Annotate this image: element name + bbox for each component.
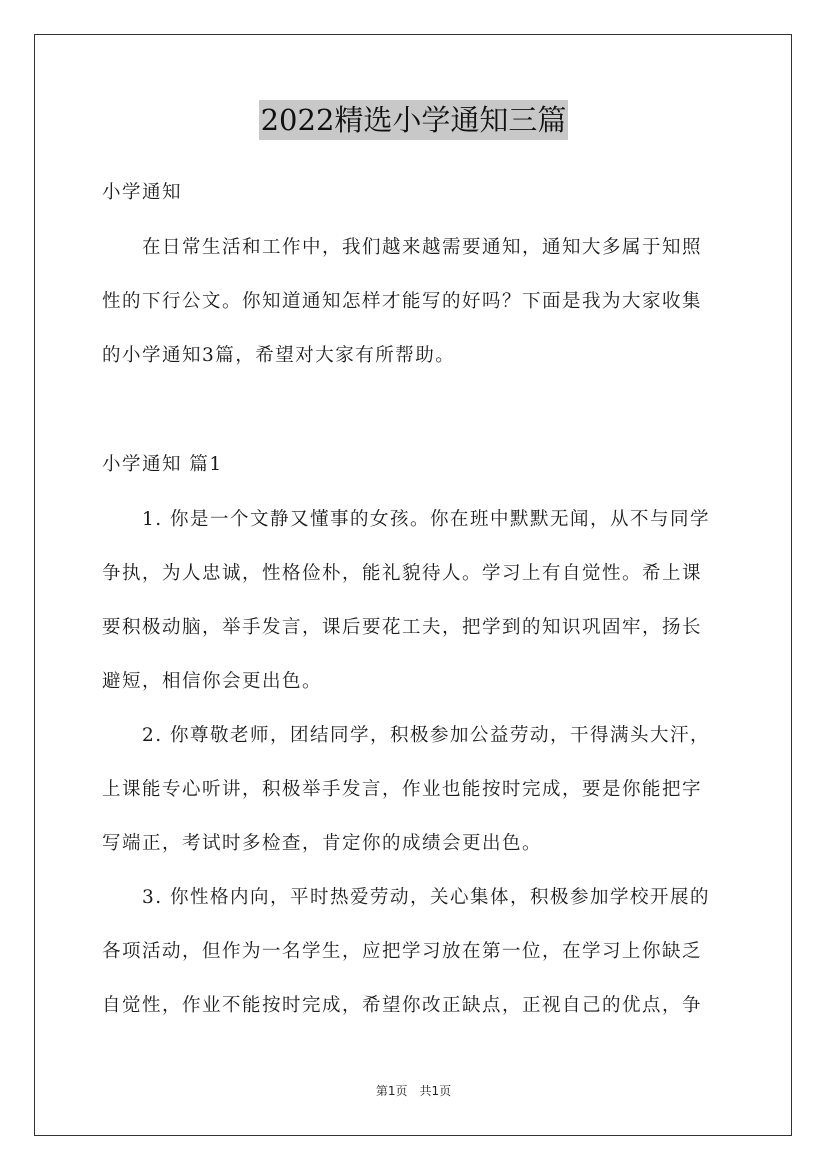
paragraph-line: 1. 你是一个文静又懂事的女孩。你在班中默默无闻，从不与同学: [102, 509, 711, 530]
paragraph-line: 自觉性，作业不能按时完成，希望你改正缺点，正视自己的优点，争: [102, 995, 703, 1016]
paragraph-line: 各项活动，但作为一名学生，应把学习放在第一位，在学习上你缺乏: [102, 941, 703, 962]
section-heading: 小学通知 篇1: [102, 454, 223, 475]
page-footer: [0, 1082, 827, 1100]
paragraph-line: 要积极动脑，举手发言，课后要花工夫，把学到的知识巩固牢，扬长: [102, 617, 703, 638]
paragraph-line: 3. 你性格内向，平时热爱劳动，关心集体，积极参加学校开展的: [102, 887, 711, 908]
section-heading: 小学通知: [102, 182, 183, 203]
document-title: 2022精选小学通知三篇: [259, 100, 569, 140]
paragraph-line: 争执，为人忠诚，性格俭朴，能礼貌待人。学习上有自觉性。希上课: [102, 563, 703, 584]
paragraph-line: 避短，相信你会更出色。: [102, 671, 323, 692]
page-number: 第1页 共1页: [375, 1084, 452, 1098]
paragraph-line: 的小学通知3篇，希望对大家有所帮助。: [102, 345, 456, 366]
paragraph-line: 性的下行公文。你知道通知怎样才能写的好吗？下面是我为大家收集: [102, 291, 703, 312]
paragraph-line: 2. 你尊敬老师，团结同学，积极参加公益劳动，干得满头大汗，: [102, 725, 711, 746]
paragraph-line: 在日常生活和工作中，我们越来越需要通知，通知大多属于知照: [102, 237, 703, 258]
paragraph-line: 写端正，考试时多检查，肯定你的成绩会更出色。: [102, 833, 543, 854]
title-container: [0, 100, 827, 140]
paragraph-line: 上课能专心听讲，积极举手发言，作业也能按时完成，要是你能把字: [102, 779, 703, 800]
